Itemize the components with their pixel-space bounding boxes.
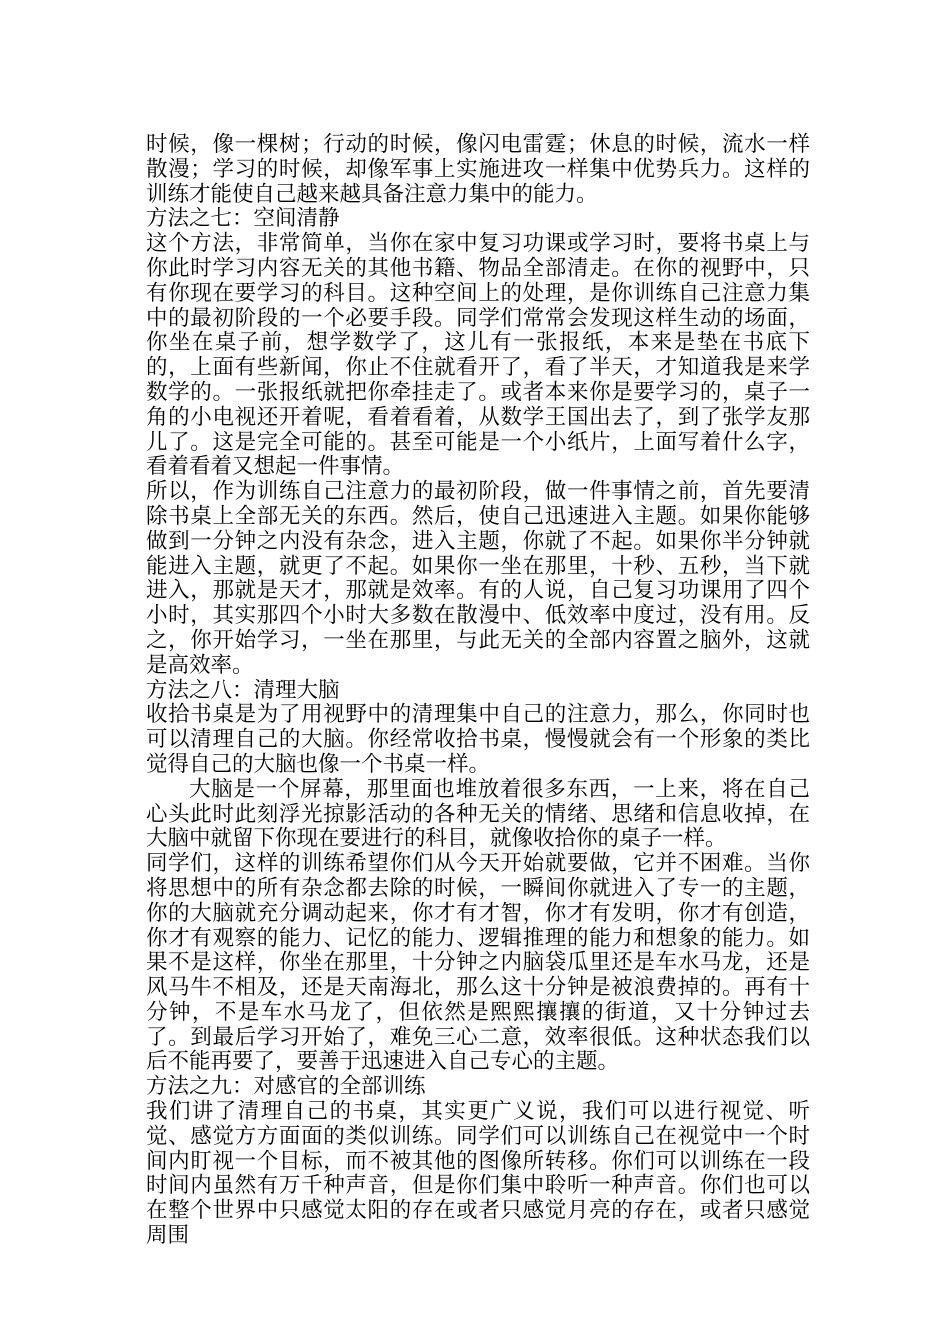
heading-method-7: 方法之七：空间清静: [146, 206, 340, 232]
document-page: [146, 133, 810, 1249]
paragraph-method-9-a: 我们讲了清理自己的书桌，其实更广义说，我们可以进行视觉、听觉、感觉方方面面的类似训练。同学们可以训练自己在视觉中一个时间内盯视一个目标，而不被其他的图像所转移。你们可以训练在一段时间内虽然有万千种声音，但是你们集中聆听一种声音。你们也可以在整个世界中只感觉太阳的存在或者只感觉月亮的存在，或者只感觉周围: [146, 1099, 810, 1249]
paragraph-method-8-c: 同学们，这样的训练希望你们从今天开始就要做，它并不困难。当你将思想中的所有杂念都去除的时候，一瞬间你就进入了专一的主题，你的大脑就充分调动起来，你才有才智，你才有发明，你才有创造，你才有观察的能力、记忆的能力、逻辑推理的能力和想象的能力。如果不是这样，你坐在那里，十分钟之内脑袋瓜里还是车水马龙，还是风马牛不相及，还是天南海北，那么这十分钟是被浪费掉的。再有十分钟，不是车水马龙了，但依然是熙熙攘攘的街道，又十分钟过去了。到最后学习开始了，难免三心二意，效率很低。这种状态我们以后不能再要了，要善于迅速进入自己专心的主题。: [146, 851, 810, 1075]
heading-method-8: 方法之八：清理大脑: [146, 677, 340, 703]
paragraph-method-8-b: 大脑是一个屏幕，那里面也堆放着很多东西，一上来，将在自己心头此时此刻浮光掠影活动的各种无关的情绪、思绪和信息收掉，在大脑中就留下你现在要进行的科目，就像收拾你的桌子一样。: [146, 776, 810, 852]
paragraph-method-7-b: 所以，作为训练自己注意力的最初阶段，做一件事情之前，首先要清除书桌上全部无关的东西。然后，使自己迅速进入主题。如果你能够做到一分钟之内没有杂念，进入主题，你就了不起。如果你半分钟就能进入主题，就更了不起。如果你一坐在那里，十秒、五秒，当下就进入，那就是天才，那就是效率。有的人说，自己复习功课用了四个小时，其实那四个小时大多数在散漫中、低效率中度过，没有用。反之，你开始学习，一坐在那里，与此无关的全部内容置之脑外，这就是高效率。: [146, 479, 810, 678]
paragraph-method-7-a: 这个方法，非常简单，当你在家中复习功课或学习时，要将书桌上与你此时学习内容无关的其他书籍、物品全部清走。在你的视野中，只有你现在要学习的科目。这种空间上的处理，是你训练自己注意力集中的最初阶段的一个必要手段。同学们常常会发现这样生动的场面，你坐在桌子前，想学数学了，这儿有一张报纸，本来是垫在书底下的，上面有些新闻，你止不住就看开了，看了半天，才知道我是来学数学的。一张报纸就把你牵挂走了。或者本来你是要学习的，桌子一角的小电视还开着呢，看着看着，从数学王国出去了，到了张学友那儿了。这是完全可能的。甚至可能是一个小纸片，上面写着什么字，看着看着又想起一件事情。: [146, 231, 810, 480]
paragraph-method-8-a: 收拾书桌是为了用视野中的清理集中自己的注意力，那么，你同时也可以清理自己的大脑。你经常收拾书桌，慢慢就会有一个形象的类比觉得自己的大脑也像一个书桌一样。: [146, 702, 810, 777]
paragraph-intro: 时候，像一棵树；行动的时候，像闪电雷霆；休息的时候，流水一样散漫；学习的时候，却像军事上实施进攻一样集中优势兵力。这样的训练才能使自己越来越具备注意力集中的能力。: [146, 132, 810, 207]
heading-method-9: 方法之九：对感官的全部训练: [146, 1074, 426, 1100]
